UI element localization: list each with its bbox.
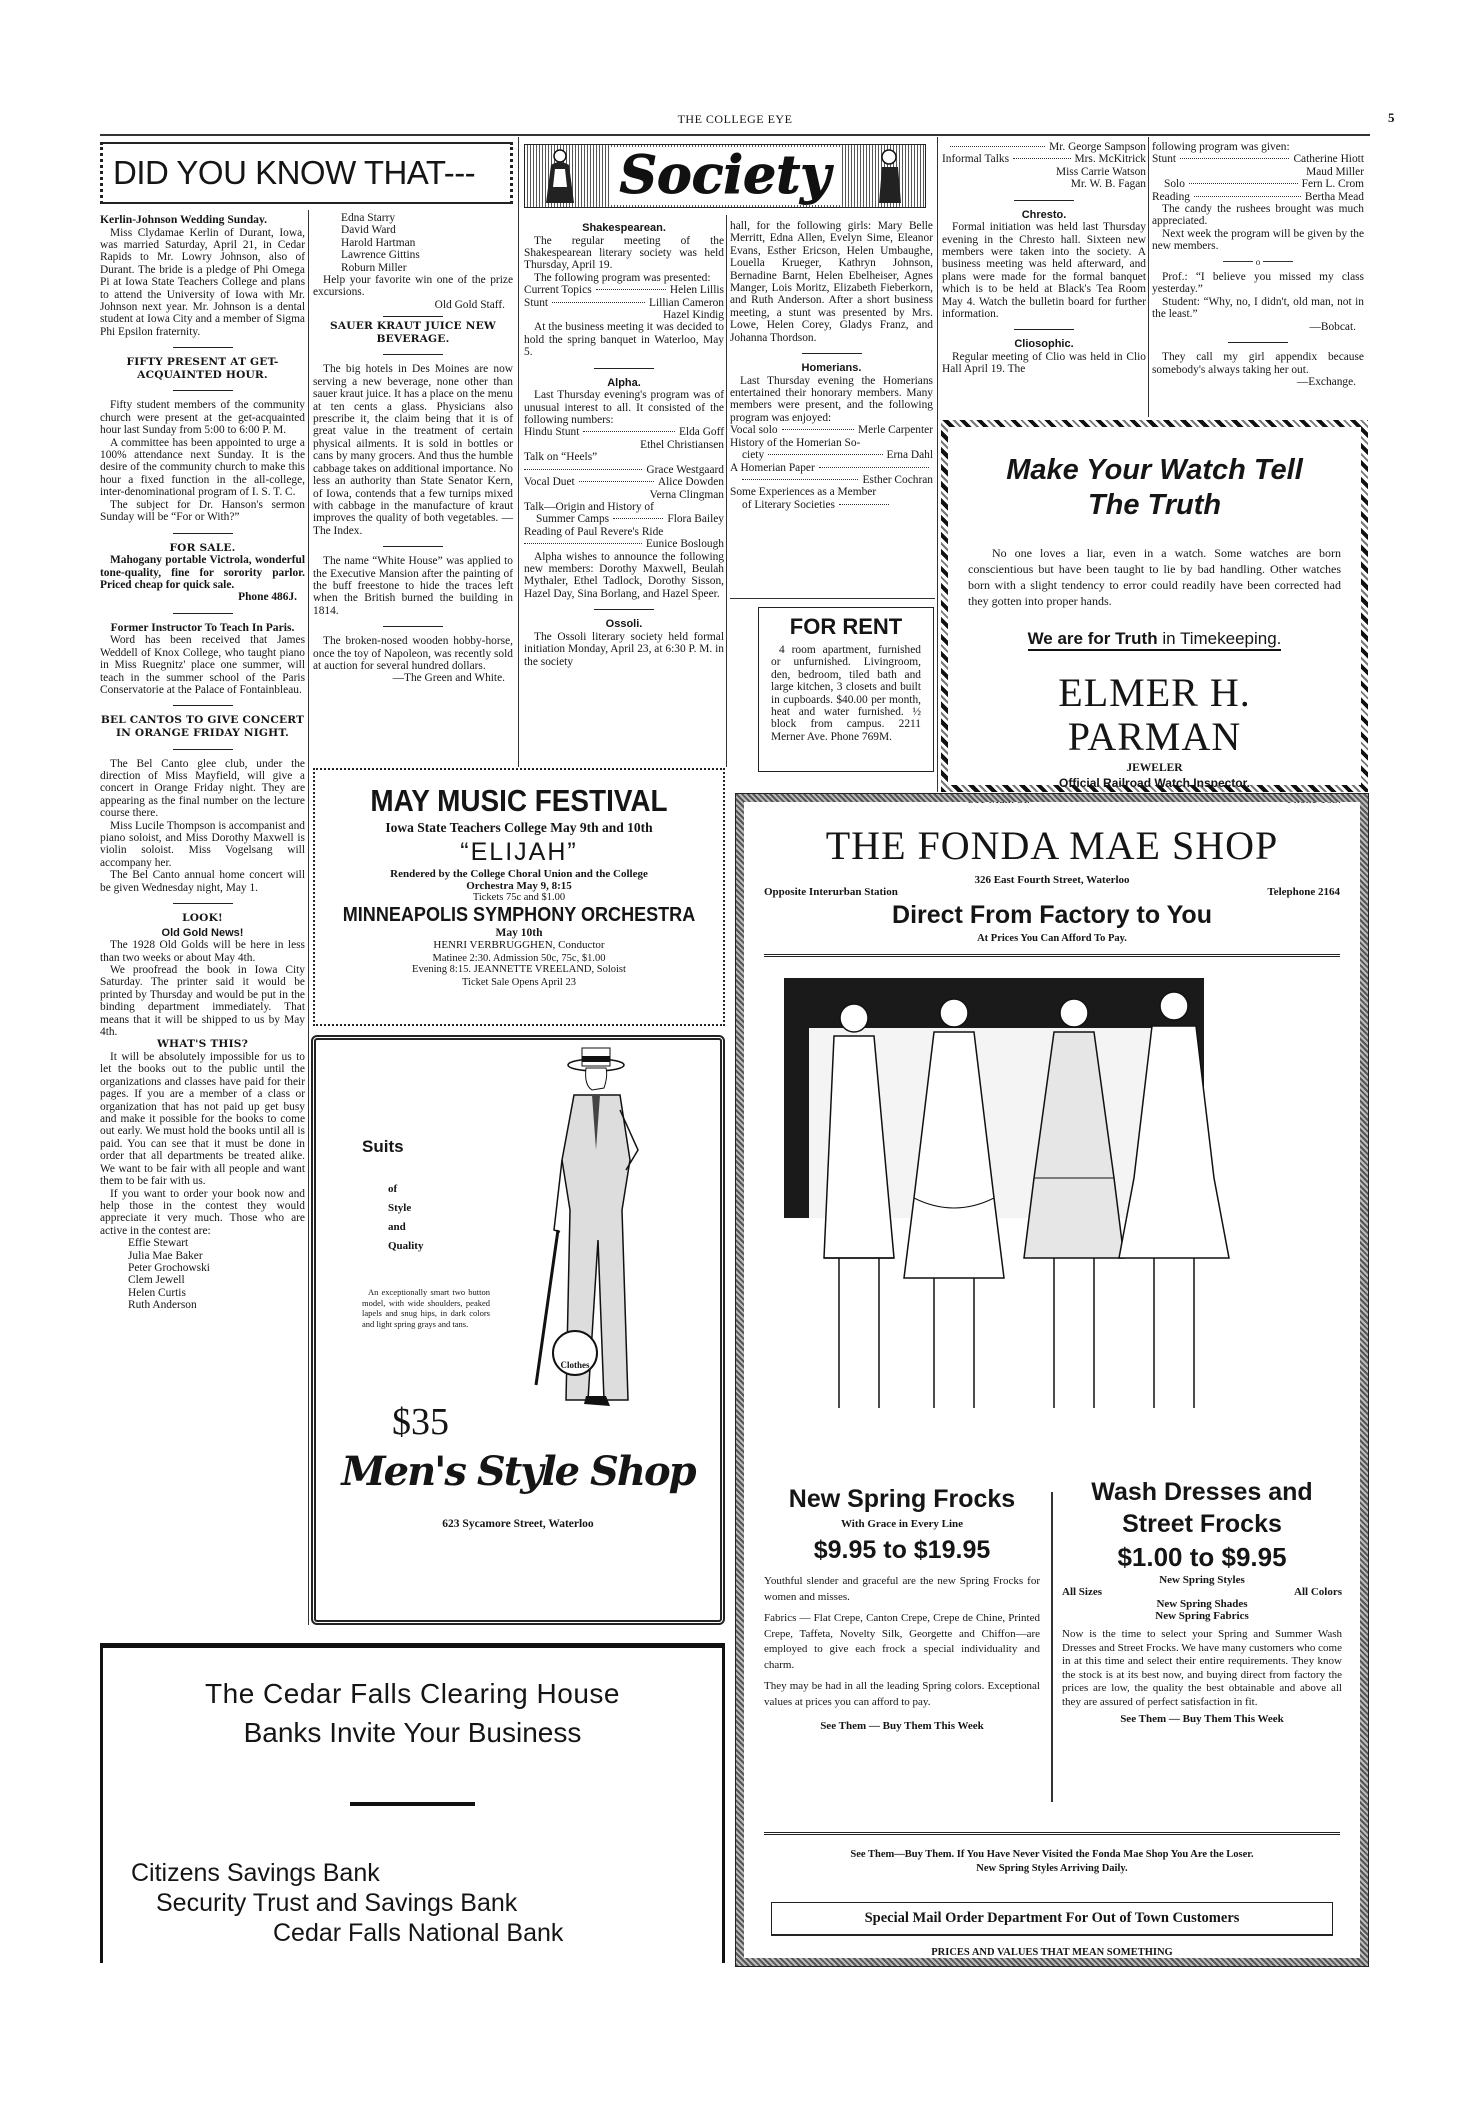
program-item: Current Topics: [524, 284, 592, 297]
bel-canto-paragraph: Miss Lucile Thompson is accompanist and piano soloist, and Miss Dorothy Maxwell is violin soloist. Miss Vogelsang will accompany her.: [100, 819, 305, 869]
divider: [730, 598, 935, 599]
program-item: Solo: [1164, 178, 1185, 191]
slogan-bold: We are for Truth: [1027, 629, 1158, 648]
fifty-headline: FIFTY PRESENT AT GET-ACQUAINTED HOUR.: [126, 356, 279, 381]
instructor-body: Word has been received that James Weddell of Knox College, who taught piano in Miss Ruegnitz' place one summer, will teach in the summer school of the Paris Conservatorie at the Palace of Fontainbleau.: [100, 634, 305, 696]
jeweler-name: ELMER H. PARMAN: [1058, 670, 1251, 759]
chresto-body: Formal initiation was held last Thursday evening in the Chresto hall. Sixteen new members were taken into the society. A business meeting was held afterward, and plans were made for the formal banquet which is to be held at Black's Tea Room May 4. Watch the bulletin board for further information.: [942, 221, 1146, 321]
wash-dresses-panel: [1056, 1476, 1348, 1725]
staff-signature: Old Gold Staff.: [434, 298, 505, 311]
tagline-word: Quality: [388, 1240, 424, 1252]
contestant-name: Edna Starry: [341, 212, 396, 224]
program-performer: Eunice Boslough: [645, 538, 724, 551]
program-line: [524, 538, 724, 550]
fonda-prices-slogan: PRICES AND VALUES THAT MEAN SOMETHING: [931, 1947, 1173, 1958]
program-item: Stunt: [524, 296, 549, 309]
sauer-body: The big hotels in Des Moines are now serving a new beverage, none other than sauer kraut juice. It has a place on the menu at ten cents a glass. Physicians also prescribe it, the claim being that it is of great value in the treatment of certain physical ailments. It is sold in bottles or cans by many grocers. And thus the humble cabbage takes on additional importance. No less an authority than State Senator Kern, of Iowa, contends that a few turnips mixed with cabbage in the manufacture of kraut improves the quality of both vegetables. —The Index.: [313, 363, 513, 537]
help-text: Help your favorite win one of the prize excursions.: [313, 274, 513, 299]
watch-ad-title-line2: The Truth: [1087, 489, 1222, 521]
program-performer: Mr. W. B. Fagan: [1070, 178, 1146, 191]
fonda-footer-line: See Them—Buy Them. If You Have Never Visited the Fonda Mae Shop You Are the Loser.: [850, 1849, 1254, 1860]
column-divider: [518, 137, 519, 767]
for-rent-body: 4 room apartment, furnished or unfurnished. Livingroom, den, bedroom, tiled bath and large kitchen, 3 closets and built in cupboards. $40.00 per month, heat and water furnished. ½ block from campus. 2211 Merner Ave. Phone 769M.: [771, 644, 921, 743]
bel-canto-paragraph: The Bel Canto glee club, under the direction of Miss Mayfield, will give a concert in Orange Friday night. They are appearing as the final number on the lecture course there.: [100, 757, 305, 820]
tagline-word: of: [388, 1183, 398, 1195]
program-item: Some Experiences as a Member: [730, 486, 877, 499]
program-line: [730, 499, 933, 511]
frocks-cta: See Them — Buy Them This Week: [820, 1720, 984, 1732]
divider: [383, 316, 443, 317]
shakespearean-headline: Shakespearean.: [582, 222, 666, 234]
divider: [1014, 329, 1074, 330]
for-sale-body: Mahogany portable Victrola, wonderful tone-quality, fine for sorority parlor. Priced cheap for quick sale.: [100, 554, 305, 591]
wash-body: Now is the time to select your Spring and Summer Wash Dresses and Street Frocks. We have many customers who come in at this time and select their entire requirements. They know the stock is at its best now, and buying direct from factory the prices are low, the quality the best obtainable and above all they are assured of perfect satisfaction in fit.: [1062, 1628, 1342, 1708]
joke-prof: Prof.: “I believe you missed my class yesterday.”: [1152, 271, 1364, 296]
clothes-badge: [552, 1330, 598, 1376]
contestant-name: Clem Jewell: [128, 1274, 185, 1287]
program-performer: Verna Clingman: [649, 488, 724, 501]
fonda-address: 326 East Fourth Street, Waterloo: [974, 874, 1130, 886]
program-line: [730, 474, 933, 486]
look-headline: LOOK!: [182, 912, 223, 924]
banks-ad: [100, 1643, 725, 1963]
jeweler-address: 311 Main St.: [968, 792, 1030, 806]
frocks-subtitle: With Grace in Every Line: [840, 1518, 963, 1530]
alpha-p1: Last Thursday evening's program was of unusual interest to all. It consisted of the following numbers:: [524, 389, 724, 427]
program-performer: Mr. George Sampson: [1049, 141, 1146, 153]
fonda-contact: [744, 886, 1360, 898]
festival-evening: Evening 8:15. JEANNETTE VREELAND, Soloist: [412, 964, 626, 975]
program-performer: Miss Carrie Watson: [1056, 165, 1146, 178]
watch-ad-slogan: [968, 629, 1341, 651]
column-1: [100, 212, 305, 1312]
program-item: Reading of Paul Revere's Ride: [524, 525, 664, 538]
contestant-name: Effie Stewart: [128, 1237, 189, 1250]
divider: [173, 533, 233, 534]
program-line: [730, 424, 933, 436]
page-number: 5: [1388, 110, 1395, 125]
watch-ad: [941, 420, 1368, 806]
divider: [350, 1802, 475, 1806]
program-line: [1152, 178, 1364, 190]
chresto-headline: Chresto.: [1021, 208, 1067, 221]
program-item: Vocal Duet: [524, 476, 575, 489]
fonda-footer: [744, 1848, 1360, 1876]
fonda-tagline: Direct From Factory to You: [892, 901, 1212, 929]
program-line: [730, 462, 933, 474]
program-line: [942, 141, 1146, 153]
candy-note: The candy the rushees brought was much appreciated.: [1152, 203, 1364, 228]
program-item: Talk—Origin and History of: [524, 500, 654, 513]
program-line: [1152, 153, 1364, 165]
program-performer: Grace Westgaard: [646, 463, 724, 476]
contestant-name: Lawrence Gittins: [341, 249, 420, 262]
fonda-title: THE FONDA MAE SHOP: [825, 823, 1279, 868]
program-item: A Homerian Paper: [730, 461, 815, 474]
next-week-note: Next week the program will be given by the new members.: [1152, 227, 1364, 253]
suit-description: An exceptionally smart two button model, with wide shoulders, peaked lapels and snug hips, in dark colors and light spring grays and tans.: [362, 1287, 490, 1329]
divider: [764, 1832, 1340, 1836]
look-paragraph: The 1928 Old Golds will be here in less than two weeks or about May 4th.: [100, 939, 305, 964]
fonda-subtagline: At Prices You Can Afford To Pay.: [977, 933, 1127, 944]
festival-orchestra: MINNEAPOLIS SYMPHONY ORCHESTRA: [342, 903, 696, 926]
program-item: Vocal solo: [730, 424, 778, 437]
program-performer: Bertha Mead: [1304, 190, 1364, 203]
suits-tagline: [388, 1180, 423, 1256]
gentleman-figure-icon: [873, 147, 907, 205]
look-paragraph: We proofread the book in Iowa City Saturday. The printer said it would be printed by Thursday and would be put in the binding department immediately. That means that it will be shipped to us by May 4th.: [100, 964, 305, 1039]
alpha-p2: Alpha wishes to announce the following new members: Dorothy Maxwell, Beulah Mythaler, Ethel Tadlock, Dorothy Sisson, Hazel Day, Sina Borlang, and Hazel Speer.: [524, 550, 724, 600]
bank-name: Citizens Savings Bank: [131, 1859, 380, 1887]
program-item: Talk on “Heels”: [524, 451, 598, 464]
joke-source: —Exchange.: [1296, 375, 1356, 388]
wash-title: Wash Dresses and: [1091, 1478, 1313, 1506]
kerlin-body: Miss Clydamae Kerlin of Durant, Iowa, was married Saturday, April 21, in Cedar Rapids to Mr. Lowry Johnson, also of Durant. The bride is a pledge of Phi Omega Pi at Iowa State Teachers College and plans to attend the University of Iowa with Mr. Johnson next year. Mr. Johnson is a dental student at Iowa City and a member of Sigma Phi Epsilon fraternity.: [100, 226, 305, 338]
program-item: of Literary Societies: [742, 498, 835, 511]
bank-name: Cedar Falls National Bank: [273, 1919, 564, 1947]
separator-mark: o: [1255, 256, 1261, 267]
contestant-name: Peter Grochowski: [128, 1261, 210, 1274]
spring-frocks-panel: [756, 1484, 1048, 1732]
contestant-list: [313, 212, 513, 274]
column-divider: [1148, 137, 1149, 417]
ossoli-headline: Ossoli.: [605, 618, 643, 631]
whats-this-paragraph: It will be absolutely impossible for us to let the books out to the public until the organizations and classes have paid for their pages. If you are a member of a class or organization that has not paid up get busy and make it possible for the books to come out early. We must hold the books until all is paid. You can see that it must be done in order that all departments be treated alike. We want to be fair with all people and want them to be fair with us.: [100, 1051, 305, 1188]
festival-date: May 10th: [495, 927, 543, 939]
divider: [173, 903, 233, 904]
bel-canto-paragraph: The Bel Canto annual home concert will be given Wednesday night, May 1.: [100, 869, 305, 894]
jeweler-phone: Phone 163.: [1287, 792, 1341, 806]
society-column-b: [730, 220, 933, 511]
fonda-mae-shop-ad: [736, 794, 1368, 1966]
society-banner: [524, 144, 926, 208]
for-sale-phone: Phone 486J.: [238, 591, 297, 604]
program-line: [524, 426, 724, 438]
panel-divider: [1051, 1492, 1053, 1802]
festival-conductor: HENRI VERBRUGGHEN, Conductor: [433, 939, 605, 951]
joke-appendix: They call my girl appendix because somebody's always taking her out.: [1152, 351, 1364, 376]
top-rule: [100, 134, 1370, 136]
program-line: [524, 464, 724, 476]
wash-title-2: Street Frocks: [1122, 1510, 1282, 1538]
mens-shop-address: 623 Sycamore Street, Waterloo: [442, 1518, 594, 1530]
newspaper-title: THE COLLEGE EYE: [677, 112, 793, 126]
tagline-word: Style: [388, 1202, 412, 1214]
program-line: [524, 297, 724, 309]
fonda-footer-line-2: New Spring Styles Arriving Daily.: [976, 1863, 1128, 1874]
did-you-know-banner: [100, 142, 513, 204]
whats-this-paragraph: If you want to order your book now and help those in the contest they would appreciate it very much. Those who are active in the contest are:: [100, 1187, 305, 1237]
for-rent-title: FOR RENT: [789, 614, 903, 639]
old-gold-subheadline: Old Gold News!: [161, 926, 244, 939]
festival-tickets: Tickets 75c and $1.00: [472, 892, 566, 903]
contestant-name: Harold Hartman: [341, 236, 416, 249]
society-column-a: [524, 220, 724, 668]
frocks-p2: Fabrics — Flat Crepe, Canton Crepe, Crepe de Chine, Printed Crepe, Taffeta, Novelty Silk, Georgette and Chiffon—are employed to give each frock a special individuality and charm.: [764, 1612, 1040, 1671]
festival-matinee: Matinee 2:30. Admission 50c, 75c, $1.00: [432, 953, 606, 964]
slogan-rest: in Timekeeping.: [1162, 629, 1282, 648]
alpha-headline: Alpha.: [607, 376, 641, 389]
program-performer: Esther Cochran: [862, 473, 933, 486]
divider: [173, 705, 233, 706]
mens-style-shop-ad: [311, 1035, 725, 1625]
wash-sizes: All Sizes: [1062, 1586, 1103, 1598]
joke-student: Student: “Why, no, I didn't, old man, not in the least.”: [1152, 295, 1364, 321]
cliosophic-body: Regular meeting of Clio was held in Clio Hall April 19. The: [942, 351, 1146, 376]
column-divider: [308, 210, 309, 1625]
ossoli-body: The Ossoli literary society held formal initiation Monday, April 23, at 6:30 P. M. in the society: [524, 630, 724, 668]
divider: [383, 354, 443, 355]
festival-ticket-sale: Ticket Sale Opens April 23: [462, 977, 576, 988]
program-line: [524, 513, 724, 525]
festival-title: MAY MUSIC FESTIVAL: [370, 783, 668, 818]
program-item: Summer Camps: [536, 513, 610, 526]
inspector-title: Official Railroad Watch Inspector.: [1059, 776, 1250, 790]
divider: [594, 368, 654, 369]
contestant-name: Julia Mae Baker: [128, 1249, 203, 1262]
for-sale-headline: FOR SALE.: [169, 541, 236, 554]
contestant-name: Roburn Miller: [341, 261, 407, 274]
program-item: Informal Talks: [942, 153, 1010, 166]
homerians-headline: Homerians.: [801, 362, 862, 375]
for-rent-ad: [758, 607, 934, 772]
tagline-word: and: [388, 1221, 406, 1233]
festival-work: “ELIJAH”: [460, 838, 578, 866]
separator: [1152, 256, 1364, 268]
clothes-badge-label: Clothes: [560, 1360, 590, 1370]
program-item: History of the Homerian So-: [730, 436, 861, 449]
program-item: ciety: [742, 449, 765, 462]
wash-fabrics: New Spring Fabrics: [1155, 1610, 1249, 1622]
sauer-headline: SAUER KRAUT JUICE NEW BEVERAGE.: [330, 320, 496, 345]
music-festival-ad: [313, 768, 725, 1026]
column-5: [942, 141, 1146, 376]
fifty-paragraph: The subject for Dr. Hanson's sermon Sunday will be “For or With?”: [100, 498, 305, 524]
program-performer: Mrs. McKitrick: [1074, 153, 1146, 166]
divider: [173, 347, 233, 348]
shakespearean-p1: The regular meeting of the Shakespearean literary society was held Thursday, April 19.: [524, 234, 724, 272]
column-divider: [937, 137, 938, 792]
divider: [383, 546, 443, 547]
divider: [1228, 342, 1288, 343]
wash-cta: See Them — Buy Them This Week: [1120, 1713, 1284, 1725]
program-line: [524, 284, 724, 296]
kerlin-headline: Kerlin-Johnson Wedding Sunday.: [100, 213, 267, 226]
divider: [383, 626, 443, 627]
frocks-title: New Spring Frocks: [788, 1485, 1016, 1513]
divider: [173, 613, 233, 614]
wash-price: $1.00 to $9.95: [1117, 1542, 1287, 1572]
dresses-illustration: [744, 958, 1360, 1428]
homerians-p1: Last Thursday evening the Homerians entertained their honorary members. Many members were present, and the following program was enjoyed:: [730, 374, 933, 424]
frocks-p3: They may be had in all the leading Spring colors. Exceptional values at prices you can afford to pay.: [764, 1680, 1040, 1708]
divider: [1014, 200, 1074, 201]
wash-colors: All Colors: [1294, 1586, 1342, 1598]
program-performer: Merle Carpenter: [858, 424, 933, 437]
program-performer: Catherine Hiott: [1293, 153, 1364, 166]
hobby-horse-item: The broken-nosed wooden hobby-horse, once the toy of Napoleon, was recently sold at auction for several hundred dollars.: [313, 635, 513, 672]
fifty-paragraph: A committee has been appointed to urge a 100% attendance next Sunday. It is the desire of the community church to make this hour a fixed function in the all-college, inter-denominational program of I. S. T. C.: [100, 436, 305, 499]
program-performer: Maud Miller: [1306, 165, 1364, 178]
suits-heading: Suits: [362, 1137, 404, 1156]
program-performer: Helen Lillis: [669, 284, 724, 297]
program-item: Hindu Stunt: [524, 426, 580, 439]
program-performer: Ethel Christiansen: [640, 438, 724, 451]
jeweler-trade: JEWELER: [1126, 762, 1183, 774]
fonda-location: Opposite Interurban Station: [764, 886, 898, 898]
mail-order-banner: Special Mail Order Department For Out of Town Customers: [771, 1902, 1333, 1936]
contestant-name: Ruth Anderson: [128, 1299, 197, 1312]
did-you-know-title: DID YOU KNOW THAT---: [113, 154, 476, 191]
program-performer: Elda Goff: [678, 426, 724, 439]
banks-headline: The Cedar Falls Clearing House: [205, 1678, 620, 1709]
instructor-headline: Former Instructor To Teach In Paris.: [110, 620, 295, 634]
column-2: [313, 212, 513, 685]
shakespearean-p3: At the business meeting it was decided to hold the spring banquet in Waterloo, May 5.: [524, 321, 724, 359]
fonda-telephone: Telephone 2164: [1267, 886, 1340, 898]
divider: [802, 353, 862, 354]
wash-sizes-colors: [1056, 1586, 1348, 1598]
white-house-item: The name “White House” was applied to the Executive Mansion after the painting of the buff freestone to hide the traces left when the British burned the building in 1814.: [313, 555, 513, 617]
hobby-horse-source: —The Green and White.: [392, 672, 505, 685]
festival-rendered-2: Orchestra May 9, 8:15: [466, 880, 572, 892]
suit-price: $35: [392, 1401, 449, 1443]
joke-source: —Bobcat.: [1309, 320, 1356, 333]
cliosophic-headline: Cliosophic.: [1014, 338, 1074, 351]
festival-rendered: Rendered by the College Choral Union and the College: [390, 868, 648, 880]
program-performer: Flora Bailey: [667, 513, 724, 526]
program-line: [1152, 191, 1364, 203]
program-performer: Hazel Kindig: [662, 309, 724, 322]
program-item: Reading: [1152, 190, 1190, 203]
wash-styles: New Spring Styles: [1159, 1574, 1245, 1586]
mens-style-shop-logo: Men's Style Shop: [341, 1448, 695, 1495]
contestant-name: Helen Curtis: [128, 1286, 186, 1299]
banks-headline-2: Banks Invite Your Business: [243, 1717, 582, 1748]
column-6: [1152, 141, 1364, 388]
program-line: [942, 153, 1146, 165]
bel-canto-headline: BEL CANTOS TO GIVE CONCERT IN ORANGE FRIDAY NIGHT.: [100, 714, 305, 739]
divider: [173, 749, 233, 750]
program-performer: Fern L. Crom: [1301, 178, 1364, 191]
divider: [173, 390, 233, 391]
fifty-paragraph: Fifty student members of the community church were present at the get-acquainted hour last Sunday from 5:00 to 6:00 P. M.: [100, 399, 305, 437]
lady-figure-icon: [543, 147, 577, 205]
program-performer: Alice Dowden: [657, 476, 724, 489]
column-divider: [726, 215, 727, 767]
divider: [594, 609, 654, 610]
program-intro: following program was given:: [1152, 141, 1290, 153]
contestant-list: [100, 1237, 305, 1311]
contestant-name: David Ward: [341, 224, 396, 237]
program-line: [524, 476, 724, 488]
festival-subtitle: Iowa State Teachers College May 9th and 10th: [385, 820, 653, 835]
wash-shades: New Spring Shades: [1156, 1598, 1248, 1610]
watch-ad-body: No one loves a liar, even in a watch. Some watches are born conscientious but have been taught to lie by bad handling. Other watches born with a slight tendency to error could readily have been corrected had they gotten into proper hands.: [968, 546, 1341, 608]
program-performer: Lillian Cameron: [649, 296, 724, 309]
society-banner-logo: Society: [610, 147, 841, 205]
frocks-p1: Youthful slender and graceful are the new Spring Frocks for women and misses.: [764, 1575, 1040, 1603]
bank-name: Security Trust and Savings Bank: [156, 1889, 518, 1917]
shakespearean-p2: The following program was presented:: [534, 271, 711, 284]
program-item: Stunt: [1152, 153, 1177, 166]
program-line: [730, 449, 933, 461]
watch-ad-title: Make Your Watch Tell: [1006, 454, 1303, 486]
program-performer: Erna Dahl: [886, 449, 933, 462]
frocks-price: $9.95 to $19.95: [813, 1536, 991, 1564]
whats-this-headline: WHAT'S THIS?: [156, 1038, 249, 1051]
ossoli-continued: hall, for the following girls: Mary Belle Merritt, Edna Allen, Evelyn Sime, Eleanor Evans, Esther Ericson, Helen Umbaughe, Louella Krueger, Kathryn Johnson, Bernadine Barnt, Helen Ebelheiser, Agnes Manger, Lois Moritz, Elizabeth Fieberkorn, and Ruth Anderson. After a short business meeting, a stunt was presented by Mrs. Lowe, Helen Corey, Gladys Franz, and Johanna Thordson.: [730, 220, 933, 344]
